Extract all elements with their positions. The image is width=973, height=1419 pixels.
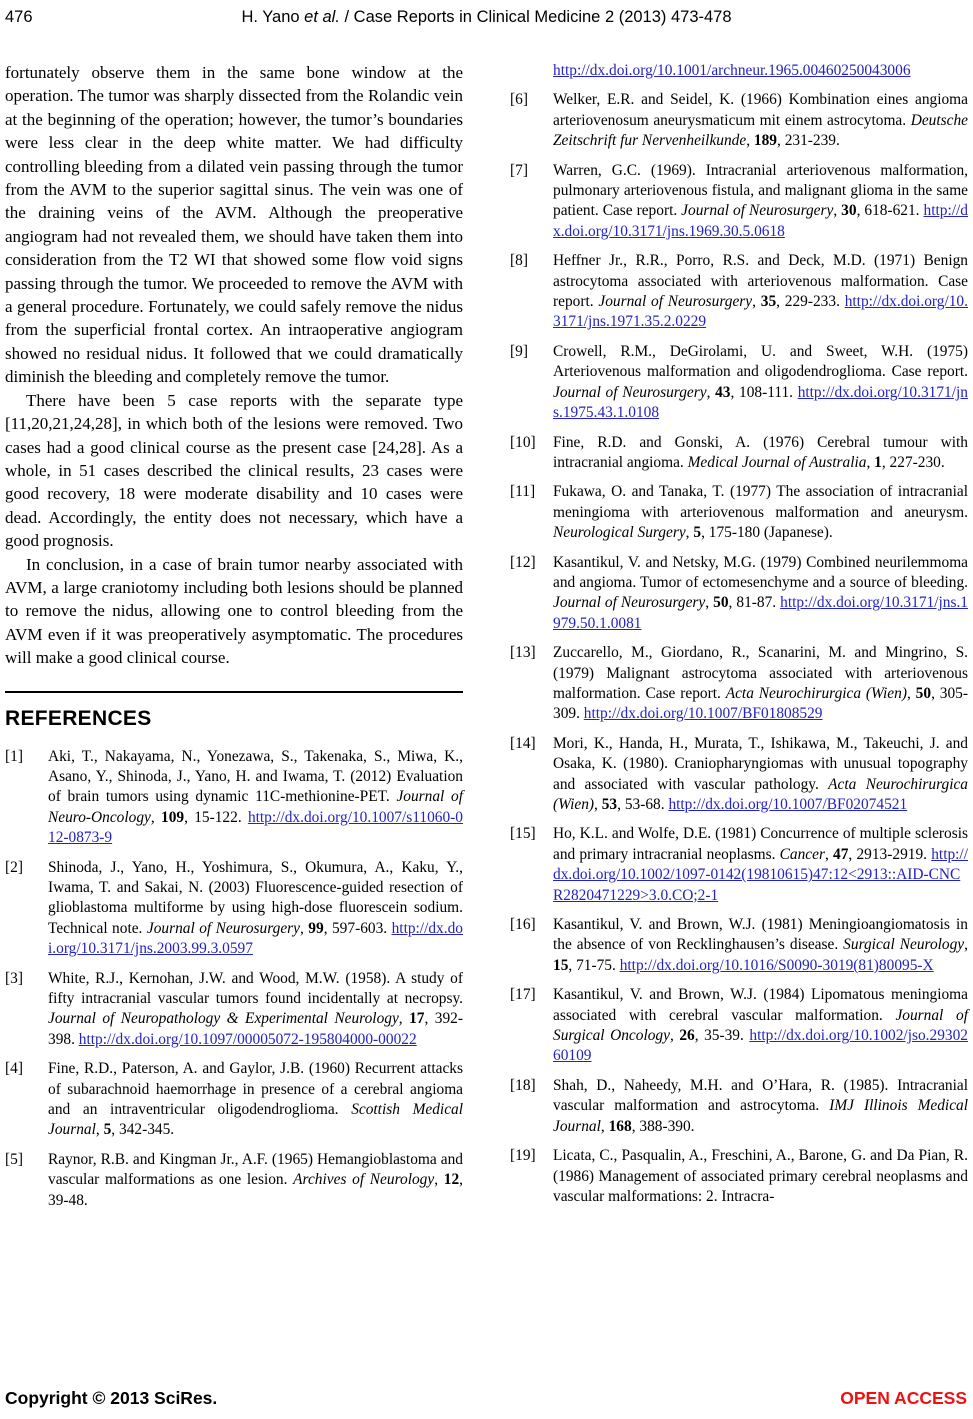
- open-access-label: OPEN ACCESS: [840, 1388, 967, 1408]
- reference-label: [13]: [510, 644, 536, 662]
- reference-label: [7]: [510, 161, 528, 179]
- reference-text: Licata, C., Pasqualin, A., Freschini, A., Barone, G. and Da Pian, R. (1986) Management of associated primary cerebral neoplasms and vascular malformations: 2. Intracra-: [553, 1147, 968, 1205]
- reference-text: Kasantikul, V. and Brown, W.J. (1981) Meningioangiomatosis in the absence of von Recklinghausen’s disease. Surgical Neurology, 15, 71-75. http://dx.doi.org/10.1016/S0090-3019(81)80095-X: [553, 916, 968, 974]
- reference-item: [510, 90, 968, 151]
- reference-label: [10]: [510, 433, 536, 451]
- reference-label: [510, 61, 553, 81]
- reference-label: [16]: [510, 916, 536, 934]
- reference-text: Crowell, R.M., DeGirolami, U. and Sweet, W.H. (1975) Arteriovenous malformation and oligodendroglioma. Case report. Journal of Neurosurgery, 43, 108-111. http://dx.doi.org/10.3171/jns.1975.43.1.0108: [553, 342, 968, 422]
- doi-link[interactable]: http://dx.doi.org/10.1007/BF02074521: [668, 796, 908, 813]
- reference-item: [510, 433, 968, 474]
- reference-item: [510, 915, 968, 976]
- reference-text: Aki, T., Nakayama, N., Yonezawa, S., Takenaka, S., Miwa, K., Asano, Y., Shinoda, J., Yano, H. and Iwama, T. (2012) Evaluation of brain tumors using dynamic 11C-methionine-PET. Journal of Neuro-Oncology, 109, 15-122. http://dx.doi.org/10.1007/s11060-012-0873-9: [48, 747, 463, 847]
- doi-link[interactable]: http://dx.doi.org/10.1097/00005072-195804000-00022: [78, 1030, 417, 1048]
- right-column: [510, 61, 968, 1220]
- reference-item: [5, 1150, 463, 1211]
- reference-item: [5, 747, 463, 849]
- reference-label: [19]: [510, 1147, 536, 1165]
- doi-link[interactable]: http://dx.doi.org/10.1002/jso.2930260109: [553, 1027, 968, 1065]
- doi-link[interactable]: http://dx.doi.org/10.3171/jns.1979.50.1.0081: [553, 594, 968, 632]
- page-footer: [5, 1388, 967, 1409]
- reference-text: Welker, E.R. and Seidel, K. (1966) Kombination eines angioma arteriovenosum aneurysmaticum mit einem astrocytoma. Deutsche Zeitschrift fur Nervenheilkunde, 189, 231-239.: [553, 91, 968, 150]
- reference-text: Warren, G.C. (1969). Intracranial arteriovenous malformation, pulmonary arteriovenous fistula, and malignant glioma in the same patient. Case report. Journal of Neurosurgery, 30, 618-621. http://dx.doi.org/10.3171/jns.1969.30.5.0618: [553, 161, 968, 240]
- page-number: 476: [5, 8, 33, 26]
- reference-label: [5]: [5, 1150, 23, 1168]
- reference-label: [8]: [510, 252, 528, 270]
- reference-item: [5, 969, 463, 1051]
- reference-text: Shinoda, J., Yano, H., Yoshimura, S., Okumura, A., Kaku, Y., Iwama, T. and Sakai, N. (2003) Fluorescence-guided resection of glioblastoma multiforme by using high-dose fluorescein sodium. Technical note. Journal of Neurosurgery, 99, 597-603. http://dx.doi.org/10.3171/jns.2003.99.3.0597: [48, 858, 463, 958]
- reference-item: [510, 643, 968, 725]
- body-paragraph: fortunately observe them in the same bone window at the operation. The tumor was sharply dissected from the Rolandic vein at the beginning of the operation; however, the tumor’s boundaries were less clear in the deep white matter. We had difficulty controlling bleeding from a dilated vein passing through the tumor from the AVM to the superior sagittal sinus. The vein was one of the draining veins of the AVM. Although the preoperative angiogram had not revealed them, we should have taken them into consideration from the T2 WI that showed some flow void signs passing through the tumor. We proceeded to remove the AVM with a general procedure. Fortunately, we could safely remove the nidus from the superficial frontal cortex. An intraoperative angiogram showed no residual nidus. It followed that we could dramatically diminish the bleeding and completely remove the tumor.: [5, 63, 463, 387]
- reference-text: Zuccarello, M., Giordano, R., Scanarini, M. and Mingrino, S. (1979) Malignant astrocytoma associated with arteriovenous malformation. Case report. Acta Neurochirurgica (Wien), 50, 305-309. http://dx.doi.org/10.1007/BF01808529: [553, 644, 968, 723]
- reference-text: Heffner Jr., R.R., Porro, R.S. and Deck, M.D. (1971) Benign astrocytoma associated with arteriovenous malformation. Case report. Journal of Neurosurgery, 35, 229-233. http://dx.doi.org/10.3171/jns.1971.35.2.0229: [553, 252, 968, 331]
- reference-item: [5, 1059, 463, 1141]
- reference-item: [510, 824, 968, 906]
- doi-link[interactable]: http://dx.doi.org/10.1016/S0090-3019(81)80095-X: [619, 956, 934, 974]
- reference-text: White, R.J., Kernohan, J.W. and Wood, M.W. (1958). A study of fifty intracranial vascular tumors found incidentally at necropsy. Journal of Neuropathology & Experimental Neurology, 17, 392-398. http://dx.doi.org/10.1097/00005072-195804000-00022: [48, 969, 463, 1048]
- copyright-notice: Copyright © 2013 SciRes.: [5, 1388, 218, 1408]
- reference-item: [510, 161, 968, 243]
- running-title: H. Yano et al. / Case Reports in Clinical Medicine 2 (2013) 473-478: [241, 8, 732, 26]
- reference-text: Kasantikul, V. and Brown, W.J. (1984) Lipomatous meningioma associated with cerebral vascular malformation. Journal of Surgical Oncology, 26, 35-39. http://dx.doi.org/10.1002/jso.2930260109: [553, 986, 968, 1065]
- reference-item: [510, 985, 968, 1067]
- reference-label: [14]: [510, 734, 536, 752]
- two-column-layout: [5, 61, 968, 1220]
- reference-label: [4]: [5, 1060, 23, 1078]
- reference-text: Fukawa, O. and Tanaka, T. (1977) The association of intracranial meningioma with arteriovenous malformation and aneurysm. Neurological Surgery, 5, 175-180 (Japanese).: [553, 483, 968, 542]
- reference-text: Ho, K.L. and Wolfe, D.E. (1981) Concurrence of multiple sclerosis and primary intracranial neoplasms. Cancer, 47, 2913-2919. http://dx.doi.org/10.1002/1097-0142(19810615)47:12<2913::AID-CNCR2820471229>3.0.CO;2-1: [553, 825, 968, 904]
- reference-label: [12]: [510, 553, 536, 571]
- reference-item: [510, 251, 968, 333]
- doi-link[interactable]: http://dx.doi.org/10.1001/archneur.1965.00460250043006: [553, 62, 911, 79]
- reference-item: [510, 1146, 968, 1207]
- doi-link[interactable]: http://dx.doi.org/10.1007/s11060-012-0873-9: [48, 808, 463, 847]
- reference-label: [2]: [5, 858, 23, 876]
- references-list-left: [5, 747, 463, 1212]
- doi-link[interactable]: http://dx.doi.org/10.1002/1097-0142(19810615)47:12<2913::AID-CNCR2820471229>3.0.CO;2-1: [553, 845, 968, 904]
- reference-text: Fine, R.D., Paterson, A. and Gaylor, J.B. (1960) Recurrent attacks of subarachnoid haemorrhage in presence of a cerebral angioma and an intraventricular oligodendroglioma. Scottish Medical Journal, 5, 342-345.: [48, 1060, 463, 1139]
- doi-link[interactable]: http://dx.doi.org/10.3171/jns.1975.43.1.0108: [553, 383, 968, 422]
- reference-label: [11]: [510, 483, 536, 501]
- page-header: [0, 7, 973, 29]
- reference-item: [510, 734, 968, 816]
- reference-text: Fine, R.D. and Gonski, A. (1976) Cerebral tumour with intracranial angioma. Medical Journal of Australia, 1, 227-230.: [553, 433, 968, 471]
- reference-text: Mori, K., Handa, H., Murata, T., Ishikawa, M., Takeuchi, J. and Osaka, K. (1980). Craniopharyngiomas with unusual topography and associated with vascular pathology. Acta Neurochirurgica (Wien), 53, 53-68. http://dx.doi.org/10.1007/BF02074521: [553, 734, 968, 813]
- left-column: [5, 61, 463, 1220]
- reference-label: [3]: [5, 969, 23, 987]
- doi-link[interactable]: http://dx.doi.org/10.3171/jns.1971.35.2.0229: [553, 293, 968, 331]
- references-list-right: [510, 61, 968, 1207]
- reference-text: [553, 61, 968, 81]
- reference-text: Shah, D., Naheedy, M.H. and O’Hara, R. (1985). Intracranial vascular malformation and astrocytoma. IMJ Illinois Medical Journal, 168, 388-390.: [553, 1076, 968, 1135]
- reference-label: [15]: [510, 825, 536, 843]
- reference-label: [17]: [510, 986, 536, 1004]
- doi-link[interactable]: http://dx.doi.org/10.3171/jns.2003.99.3.0597: [48, 919, 463, 958]
- reference-label: [9]: [510, 342, 528, 360]
- doi-link[interactable]: http://dx.doi.org/10.3171/jns.1969.30.5.0618: [553, 202, 968, 240]
- reference-label: [18]: [510, 1076, 536, 1094]
- reference-label: [1]: [5, 747, 23, 765]
- reference-item: [5, 858, 463, 960]
- reference-text: Kasantikul, V. and Netsky, M.G. (1979) Combined neurilemmoma and angioma. Tumor of ectomesenchyme and a source of bleeding. Journal of Neurosurgery, 50, 81-87. http://dx.doi.org/10.3171/jns.1979.50.1.0081: [553, 553, 968, 632]
- body-paragraph: There have been 5 case reports with the separate type [11,20,21,24,28], in which both of the lesions were removed. Two cases had a good clinical course as the present case [24,28]. As a whole, in 51 cases described the clinical results, 23 cases were good recovery, 18 were moderate disability and 10 cases were dead. Accordingly, the entity does not necessary, which have a good prognosis.: [5, 390, 463, 551]
- reference-text: Raynor, R.B. and Kingman Jr., A.F. (1965) Hemangioblastoma and vascular malformations as one lesion. Archives of Neurology, 12, 39-48.: [48, 1150, 463, 1209]
- section-divider: [5, 691, 463, 693]
- references-heading: REFERENCES: [5, 706, 152, 730]
- reference-item: [510, 482, 968, 543]
- reference-item: [510, 553, 968, 635]
- doi-link[interactable]: http://dx.doi.org/10.1007/BF01808529: [583, 705, 823, 723]
- body-paragraph: In conclusion, in a case of brain tumor nearby associated with AVM, a large craniotomy including both lesions should be planned to remove the nidus, allowing one to control bleeding from the AVM even if it was preoperatively asymptomatic. The procedures will make a good clinical course.: [5, 554, 463, 668]
- reference-item: [510, 61, 968, 81]
- reference-item: [510, 342, 968, 424]
- reference-label: [6]: [510, 91, 528, 109]
- reference-item: [510, 1076, 968, 1137]
